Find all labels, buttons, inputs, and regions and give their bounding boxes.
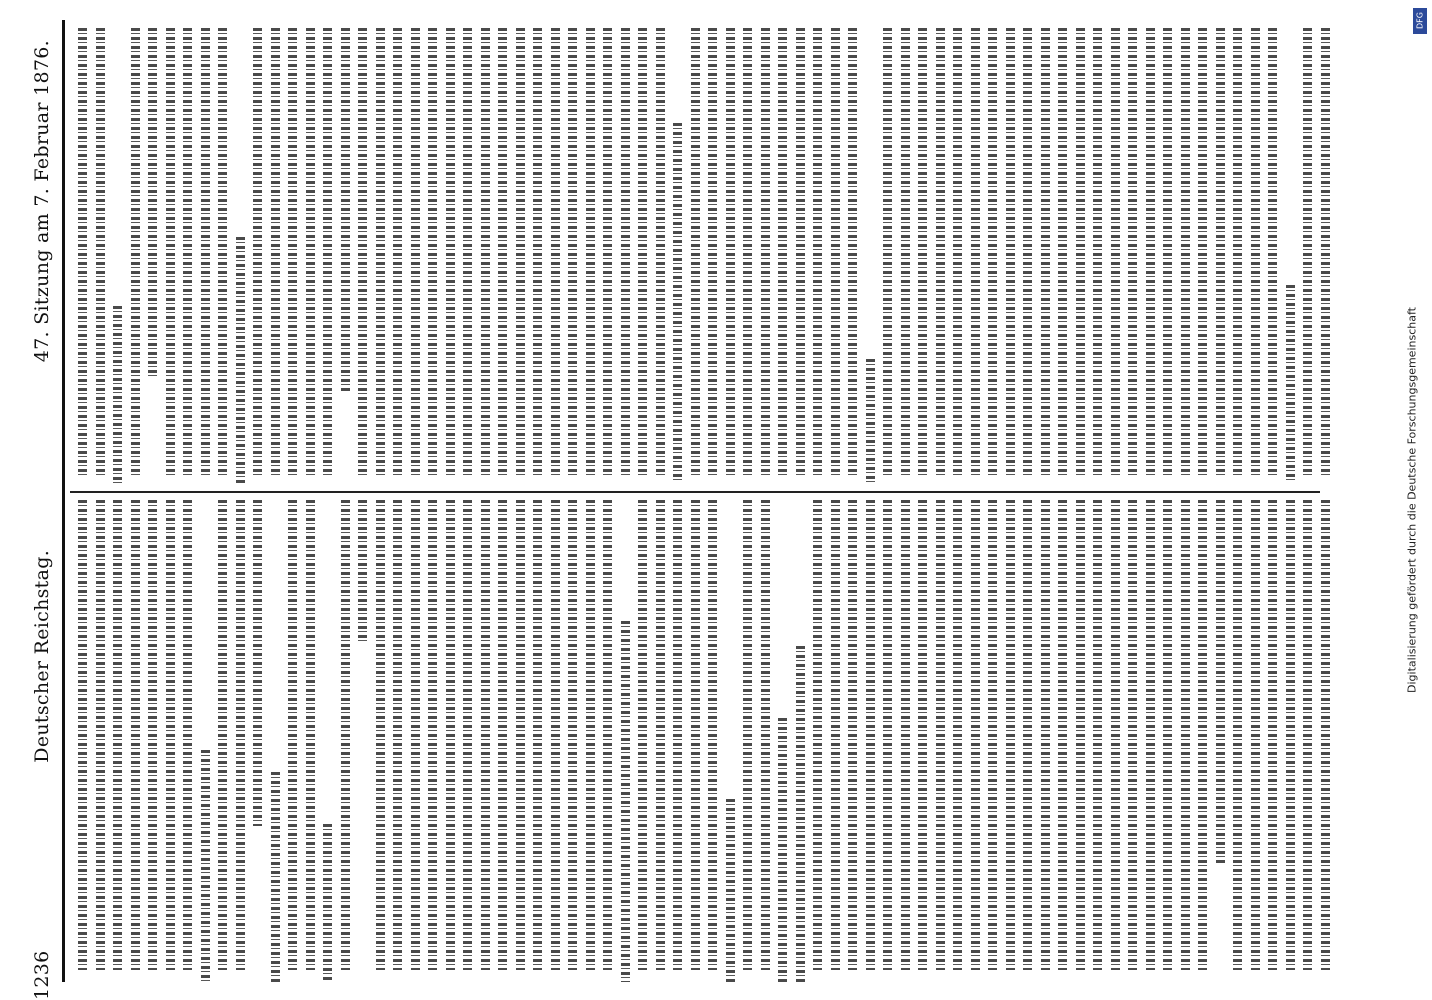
text-line <box>1303 28 1312 476</box>
text-line <box>971 28 980 476</box>
text-line <box>831 500 840 970</box>
text-line <box>1076 28 1085 476</box>
text-line <box>586 28 595 476</box>
running-header <box>18 20 66 1000</box>
text-line <box>568 28 577 476</box>
text-line <box>988 500 997 970</box>
text-line <box>1181 500 1190 970</box>
text-line <box>743 500 752 970</box>
text-line <box>236 500 245 970</box>
text-line <box>1146 500 1155 970</box>
text-line <box>288 28 297 476</box>
text-line <box>218 28 227 476</box>
text-line <box>1251 28 1260 476</box>
text-line <box>341 28 350 392</box>
text-line <box>901 500 910 970</box>
text-line <box>761 500 770 970</box>
text-line <box>761 28 770 476</box>
text-line <box>271 772 280 982</box>
text-line <box>376 28 385 476</box>
running-header-text <box>31 40 53 1000</box>
dfg-logo: DFG <box>1413 8 1427 34</box>
text-line <box>323 824 332 982</box>
text-line <box>673 123 682 483</box>
digitization-note-text: Digitalisierung gefördert durch die Deutsche Forschungsgemeinschaft <box>1405 307 1419 693</box>
text-line <box>953 28 962 476</box>
text-line <box>516 500 525 970</box>
text-line <box>358 500 367 642</box>
text-line <box>393 28 402 476</box>
text-line <box>813 28 822 476</box>
text-line <box>1128 500 1137 970</box>
text-line <box>393 500 402 970</box>
digitization-note <box>1398 20 1426 980</box>
text-line <box>708 28 717 476</box>
text-line <box>638 28 647 476</box>
text-line <box>183 500 192 970</box>
text-line <box>1093 28 1102 476</box>
text-line <box>656 500 665 970</box>
text-line <box>936 500 945 970</box>
text-line <box>1111 28 1120 476</box>
header-rule <box>62 20 65 982</box>
text-line <box>848 500 857 970</box>
text-column-left <box>70 500 1350 982</box>
text-line <box>673 500 682 970</box>
text-line <box>358 28 367 476</box>
text-line <box>1163 500 1172 970</box>
text-line <box>96 500 105 970</box>
text-line <box>988 28 997 476</box>
text-line <box>551 500 560 970</box>
text-line <box>113 500 122 970</box>
text-line <box>253 500 262 826</box>
text-line <box>446 500 455 970</box>
text-line <box>778 28 787 476</box>
text-line <box>621 621 630 982</box>
text-line <box>1233 28 1242 476</box>
text-line <box>498 28 507 476</box>
text-line <box>918 500 927 970</box>
text-line <box>848 28 857 476</box>
text-line <box>638 500 647 970</box>
text-line <box>1041 500 1050 970</box>
text-line <box>463 28 472 476</box>
text-line <box>1216 500 1225 865</box>
text-line <box>1303 500 1312 970</box>
text-line <box>1058 500 1067 970</box>
text-line <box>708 500 717 970</box>
text-line <box>621 28 630 476</box>
text-line <box>691 28 700 476</box>
text-line <box>1128 28 1137 476</box>
text-line <box>148 28 157 376</box>
text-line <box>428 28 437 476</box>
text-line <box>498 500 507 970</box>
text-line <box>428 500 437 970</box>
text-line <box>796 28 805 476</box>
text-line <box>323 28 332 476</box>
text-line <box>1058 28 1067 476</box>
text-line <box>411 28 420 476</box>
text-line <box>131 500 140 970</box>
text-line <box>726 799 735 982</box>
text-line <box>166 28 175 476</box>
text-line <box>656 28 665 476</box>
text-line <box>1216 28 1225 476</box>
column-divider <box>70 491 1320 493</box>
text-line <box>726 28 735 476</box>
text-line <box>918 28 927 476</box>
text-line <box>463 500 472 970</box>
text-line <box>1093 500 1102 970</box>
text-line <box>201 28 210 476</box>
journal-title: Deutscher Reichstag. <box>31 549 53 763</box>
text-line <box>1163 28 1172 476</box>
text-line <box>971 500 980 970</box>
text-line <box>1321 500 1330 970</box>
text-line <box>1146 28 1155 476</box>
text-line <box>603 500 612 970</box>
text-line <box>341 500 350 970</box>
text-line <box>551 28 560 476</box>
text-line <box>96 28 105 476</box>
text-line <box>796 646 805 982</box>
text-line <box>131 28 140 476</box>
text-line <box>253 28 262 476</box>
text-line <box>166 500 175 970</box>
text-line <box>78 500 87 970</box>
text-line <box>533 500 542 970</box>
text-line <box>376 500 385 970</box>
text-line <box>1198 28 1207 476</box>
text-line <box>1006 500 1015 970</box>
text-line <box>533 28 542 476</box>
text-line <box>1006 28 1015 476</box>
text-line <box>866 500 875 970</box>
text-line <box>866 359 875 483</box>
text-line <box>1198 500 1207 970</box>
text-line <box>446 28 455 476</box>
text-line <box>481 28 490 476</box>
text-line <box>901 28 910 476</box>
text-line <box>148 500 157 970</box>
text-line <box>1023 500 1032 970</box>
text-line <box>1181 28 1190 476</box>
text-line <box>1268 500 1277 970</box>
text-line <box>1321 28 1330 476</box>
text-line <box>586 500 595 970</box>
text-line <box>743 28 752 476</box>
text-line <box>1251 500 1260 970</box>
text-line <box>603 28 612 476</box>
page-number: 1236 <box>31 950 53 1000</box>
text-line <box>831 28 840 476</box>
text-line <box>306 28 315 476</box>
text-line <box>201 750 210 982</box>
text-line <box>953 500 962 970</box>
text-line <box>183 28 192 476</box>
text-column-right <box>70 28 1350 483</box>
text-line <box>271 28 280 476</box>
text-line <box>1041 28 1050 476</box>
text-line <box>1023 28 1032 476</box>
text-line <box>218 500 227 970</box>
text-line <box>1286 500 1295 970</box>
text-line <box>778 718 787 982</box>
text-line <box>1233 500 1242 970</box>
text-line <box>306 500 315 970</box>
text-line <box>1111 500 1120 970</box>
session-title: 47. Sitzung am 7. Februar 1876. <box>31 40 53 363</box>
text-line <box>1268 28 1277 476</box>
text-line <box>516 28 525 476</box>
text-line <box>78 28 87 476</box>
text-line <box>813 500 822 970</box>
text-line <box>411 500 420 970</box>
text-line <box>288 500 297 970</box>
text-line <box>936 28 945 476</box>
text-line <box>1076 500 1085 970</box>
text-line <box>883 28 892 476</box>
text-line <box>1286 285 1295 483</box>
text-line <box>481 500 490 970</box>
text-line <box>236 237 245 483</box>
text-line <box>691 500 700 970</box>
text-line <box>113 306 122 483</box>
text-line <box>568 500 577 970</box>
text-line <box>883 500 892 970</box>
